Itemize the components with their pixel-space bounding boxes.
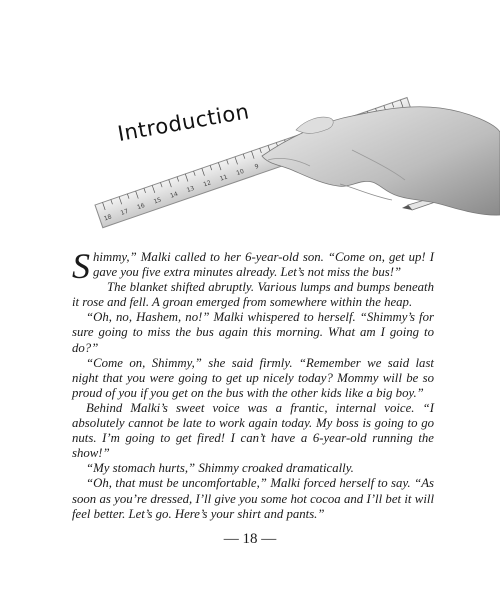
paragraph: “My stomach hurts,” Shimmy croaked dramatically. xyxy=(86,461,354,476)
paragraph: Behind Malki’s sweet voice was a frantic, internal voice. “I absolutely cannot be late to work again today. My boss is going to go nuts. I’m going to get fired! I can’t have a 6-year-old running the show!” xyxy=(72,400,434,461)
drop-cap: S xyxy=(72,246,90,286)
paragraph-text: himmy,” Malki called to her 6-year-old son. “Come on, get up! I gave you five extra minutes already. Let’s not miss the bus!” xyxy=(93,250,434,280)
body-text xyxy=(72,246,434,522)
paragraph: The blanket shifted abruptly. Various lumps and bumps beneath it rose and fell. A groan emerged from somewhere within the heap. xyxy=(72,280,434,310)
ruler-number: 9 xyxy=(253,162,260,171)
ruler-number: 16 xyxy=(136,202,146,212)
ruler-number: 17 xyxy=(119,207,130,217)
paragraph xyxy=(72,246,434,286)
paragraph: “Come on, Shimmy,” she said firmly. “Remember we said last night that you were going to get up nicely today? Mommy will be so proud of you if you get on the bus with the other kids like a big boy.” xyxy=(72,355,434,400)
paragraph: “Oh, no, Hashem, no!” Malki whispered to herself. “Shimmy’s for sure going to miss the bus again this morning. What am I going to do?” xyxy=(72,310,434,355)
page-number: — 18 — xyxy=(223,531,277,547)
ruler-number: 13 xyxy=(185,184,196,195)
paragraph: “Oh, that must be uncomfortable,” Malki forced herself to say. “As soon as you’re dressed, I’ll give you some hot cocoa and I’ll bet it will feel better. Let’s go. Here’s your shirt and pants.” xyxy=(72,476,434,521)
ruler-number: 10 xyxy=(235,167,246,177)
ruler-number: 14 xyxy=(169,190,179,200)
ruler-number: 11 xyxy=(219,173,229,183)
ruler-number: 12 xyxy=(202,179,212,189)
ruler-number: 15 xyxy=(152,196,163,206)
hand xyxy=(262,107,500,215)
chapter-title: Introduction xyxy=(115,99,252,146)
ruler-number: 18 xyxy=(103,213,113,223)
